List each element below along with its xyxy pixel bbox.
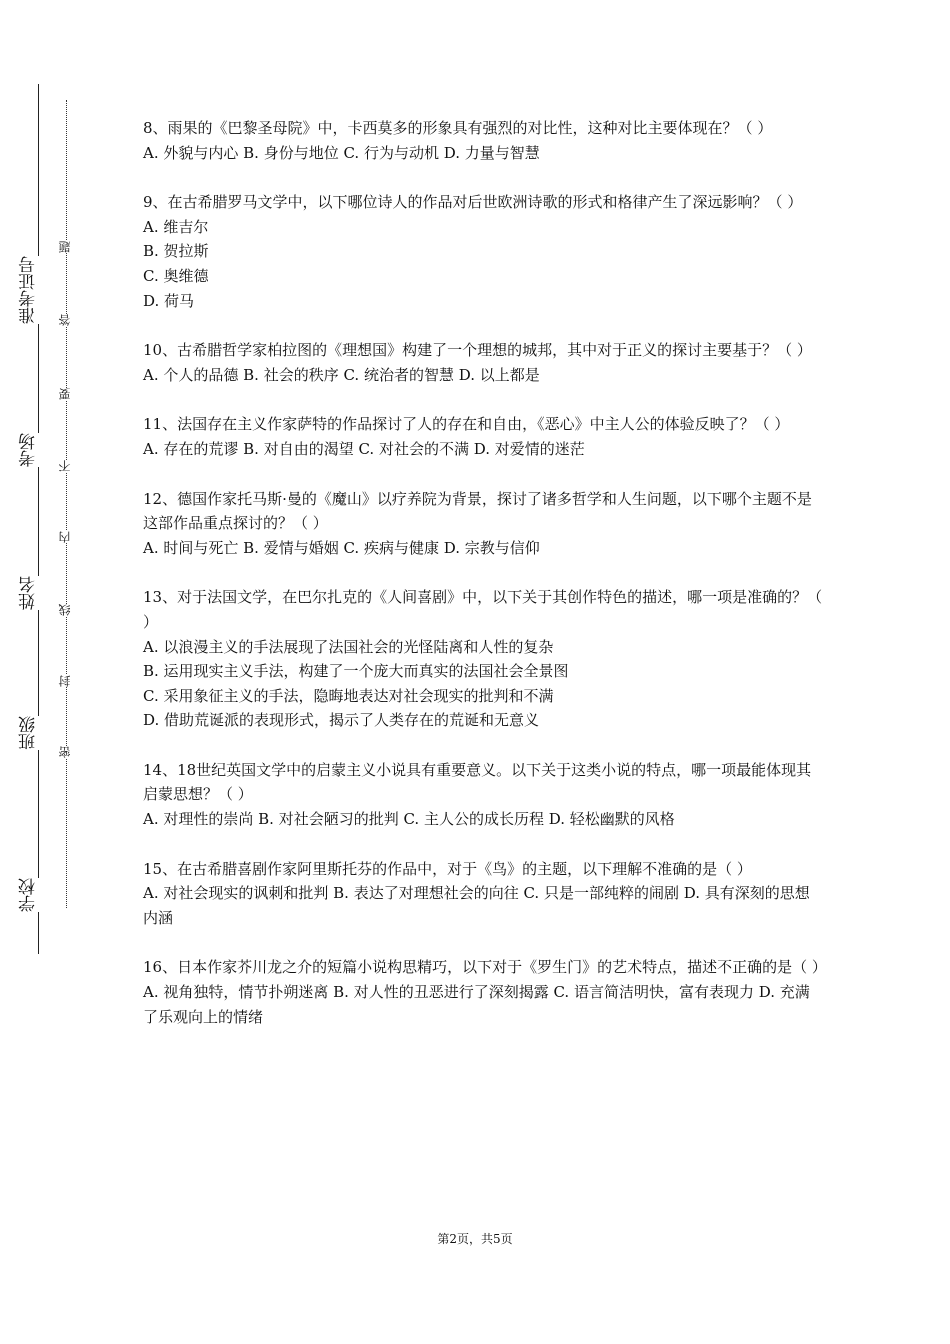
field-name: 姓名: [20, 576, 56, 610]
question-text: 10、古希腊哲学家柏拉图的《理想国》构建了一个理想的城邦，其中对于正义的探讨主要基于？（ ）: [143, 341, 812, 360]
binding-margin: [0, 0, 100, 1344]
field-exam-room: 考场: [20, 433, 56, 467]
question-15: [143, 857, 823, 931]
options-line: A. 时间与死亡 B. 爱情与婚姻 C. 疾病与健康 D. 宗教与信仰: [143, 538, 540, 557]
page-footer: 第2页，共5页: [437, 1232, 513, 1246]
seal-dotted-line: [66, 100, 67, 908]
seal-char: 线: [58, 604, 72, 616]
options-line: A. 对社会现实的讽刺和批判 B. 表达了对理想社会的向往 C. 只是一部纯粹的闹剧 D. 具有深刻的思想内涵: [143, 884, 810, 927]
question-10: [143, 338, 823, 387]
seal-char: 答: [58, 314, 72, 326]
question-text: 9、在古希腊罗马文学中，以下哪位诗人的作品对后世欧洲诗歌的形式和格律产生了深远影响？（ ）: [143, 193, 803, 212]
seal-char: 内: [58, 531, 72, 543]
question-11: [143, 412, 823, 461]
options-line: A. 外貌与内心 B. 身份与地位 C. 行为与动机 D. 力量与智慧: [143, 143, 540, 162]
option-b: B. 运用现实主义手法，构建了一个庞大而真实的法国社会全景图: [143, 662, 569, 681]
option-b: B. 贺拉斯: [143, 242, 209, 261]
seal-char: 要: [58, 388, 72, 400]
question-8: [143, 116, 823, 165]
option-a: A. 维吉尔: [143, 217, 209, 236]
seal-char: 不: [58, 460, 72, 472]
options-line: A. 对理性的崇尚 B. 对社会陋习的批判 C. 主人公的成长历程 D. 轻松幽默的风格: [143, 810, 675, 829]
option-d: D. 借助荒诞派的表现形式，揭示了人类存在的荒诞和无意义: [143, 711, 540, 730]
seal-char: 封: [58, 675, 72, 687]
question-text: 14、18世纪英国文学中的启蒙主义小说具有重要意义。以下关于这类小说的特点，哪一项最能体现其启蒙思想？（ ）: [143, 760, 812, 804]
options-line: A. 存在的荒谬 B. 对自由的渴望 C. 对社会的不满 D. 对爱情的迷茫: [143, 439, 585, 458]
question-text: 11、法国存在主义作家萨特的作品探讨了人的存在和自由，《恶心》中主人公的体验反映了？（ ）: [143, 415, 790, 434]
seal-char: 题: [58, 241, 72, 253]
question-list: [143, 116, 827, 1054]
question-13: [143, 585, 823, 733]
field-exam-number: 准考证号: [20, 256, 56, 324]
question-text: 15、在古希腊喜剧作家阿里斯托芬的作品中，对于《鸟》的主题，以下理解不准确的是（ ）: [143, 859, 752, 878]
question-12: [143, 487, 823, 561]
field-class: 班级: [20, 716, 56, 750]
field-school: 学校: [20, 878, 56, 912]
options-line: A. 个人的品德 B. 社会的秩序 C. 统治者的智慧 D. 以上都是: [143, 365, 540, 384]
question-text: 12、德国作家托马斯·曼的《魔山》以疗养院为背景，探讨了诸多哲学和人生问题，以下哪个主题不是这部作品重点探讨的？（ ）: [143, 489, 812, 533]
option-a: A. 以浪漫主义的手法展现了法国社会的光怪陆离和人性的复杂: [143, 637, 554, 656]
option-d: D. 荷马: [143, 291, 195, 310]
question-9: [143, 190, 823, 313]
options-line: A. 视角独特，情节扑朔迷离 B. 对人性的丑恶进行了深刻揭露 C. 语言简洁明快，富有表现力 D. 充满了乐观向上的情绪: [143, 983, 810, 1026]
question-14: [143, 758, 823, 832]
question-text: 16、日本作家芥川龙之介的短篇小说构思精巧，以下对于《罗生门》的艺术特点，描述不正确的是（ ）: [143, 958, 827, 977]
binding-solid-line: [38, 84, 39, 954]
question-text: 13、对于法国文学，在巴尔扎克的《人间喜剧》中，以下关于其创作特色的描述，哪一项是准确的？（ ）: [143, 588, 823, 631]
question-text: 8、雨果的《巴黎圣母院》中，卡西莫多的形象具有强烈的对比性，这种对比主要体现在？（ ）: [143, 119, 773, 137]
question-16: [143, 955, 827, 1029]
option-c: C. 奥维德: [143, 266, 209, 285]
option-c: C. 采用象征主义的手法，隐晦地表达对社会现实的批判和不满: [143, 686, 554, 705]
seal-char: 密: [58, 746, 72, 758]
